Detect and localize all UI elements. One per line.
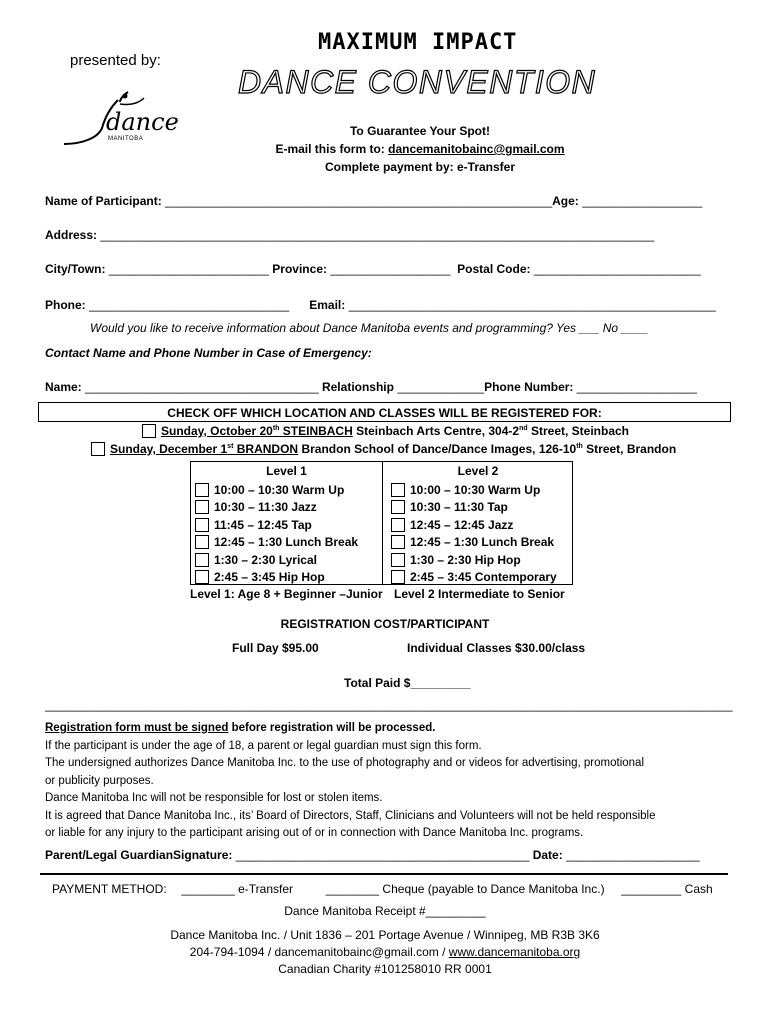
email-prefix: E-mail this form to:: [275, 142, 385, 156]
classes-table: [190, 461, 573, 585]
age-field[interactable]: __________________: [582, 194, 703, 208]
age-label: Age:: [552, 194, 579, 208]
phone-field[interactable]: ______________________________: [89, 298, 290, 312]
signature-requirement: Registration form must be signed before registration will be processed.: [45, 722, 436, 734]
email-line: [170, 142, 670, 156]
brandon-date: Sunday, December 1st BRANDON: [110, 442, 299, 456]
dance-manitoba-logo: [62, 88, 182, 148]
level1-class-option[interactable]: [195, 569, 358, 586]
emergency-name-field[interactable]: ___________________________________: [85, 380, 319, 394]
level2-class-option[interactable]: [391, 569, 557, 586]
level2-class-option[interactable]: [391, 499, 557, 516]
level2-class-option[interactable]: [391, 534, 557, 551]
receipt-number: Dance Manitoba Receipt #_________: [284, 904, 486, 918]
city-field[interactable]: ________________________: [108, 262, 269, 276]
province-field[interactable]: __________________: [330, 262, 451, 276]
level1-class-list: [195, 482, 358, 586]
payment-line: Complete payment by: e-Transfer: [324, 160, 516, 174]
level2-class-option[interactable]: [391, 517, 557, 534]
photo-consent-1: The undersigned authorizes Dance Manitoba Inc. to the use of photography and or videos for advertising, promotional: [45, 757, 645, 769]
name-field[interactable]: __________________________________________________________: [165, 194, 553, 208]
footer-phone-email: 204-794-1094 / dancemanitobainc@gmail.com /: [189, 945, 449, 959]
date-field[interactable]: ____________________: [566, 848, 700, 862]
level2-class-checkbox[interactable]: [391, 518, 405, 532]
individual-price: Individual Classes $30.00/class: [407, 641, 586, 655]
level1-class-option[interactable]: [195, 534, 358, 551]
level1-class-option[interactable]: [195, 499, 358, 516]
steinbach-option[interactable]: [142, 424, 629, 438]
name-label: Name of Participant:: [45, 194, 162, 208]
payment-divider: [40, 873, 728, 875]
location-heading-box: CHECK OFF WHICH LOCATION AND CLASSES WILL BE REGISTERED FOR:: [38, 402, 731, 422]
level2-class-option[interactable]: [391, 482, 557, 499]
website-link[interactable]: www.dancemanitoba.org: [448, 945, 581, 959]
address-row: [45, 228, 654, 242]
total-paid-field[interactable]: Total Paid $_________: [344, 676, 471, 690]
steinbach-venue: Steinbach Arts Centre, 304-2nd Street, Steinbach: [356, 424, 630, 438]
liability-2: or liable for any injury to the participant arising out of or in connection with Dance Manitoba Inc. programs.: [45, 827, 584, 839]
level1-class-label: 1:30 – 2:30 Lyrical: [214, 552, 317, 567]
level2-class-checkbox[interactable]: [391, 535, 405, 549]
level2-class-label: 12:45 – 1:30 Lunch Break: [410, 535, 555, 550]
charity-number: Canadian Charity #101258010 RR 0001: [278, 962, 492, 976]
emergency-phone-label: Phone Number:: [484, 380, 574, 394]
guarantee-line: To Guarantee Your Spot!: [349, 124, 490, 138]
emergency-heading: Contact Name and Phone Number in Case of Emergency:: [45, 346, 372, 360]
table-divider: [382, 462, 383, 584]
footer-address: Dance Manitoba Inc. / Unit 1836 – 201 Portage Avenue / Winnipeg, MB R3B 3K6: [170, 928, 600, 942]
payment-method-label: PAYMENT METHOD:: [52, 882, 167, 896]
brandon-venue: Brandon School of Dance/Dance Images, 126-10th Street, Brandon: [301, 442, 677, 456]
level1-class-checkbox[interactable]: [195, 483, 209, 497]
presented-by-label: presented by:: [70, 52, 161, 69]
phone-row: [45, 298, 716, 312]
level2-class-checkbox[interactable]: [391, 553, 405, 567]
level2-class-label: 2:45 – 3:45 Contemporary: [410, 569, 557, 584]
level2-class-label: 10:30 – 11:30 Tap: [410, 500, 508, 515]
event-title-top: MAXIMUM IMPACT: [318, 30, 518, 55]
level2-class-checkbox[interactable]: [391, 570, 405, 584]
level1-class-option[interactable]: [195, 552, 358, 569]
level1-class-label: 10:30 – 11:30 Jazz: [214, 500, 317, 515]
level2-class-label: 10:00 – 10:30 Warm Up: [410, 483, 541, 497]
cost-heading: REGISTRATION COST/PARTICIPANT: [280, 617, 490, 631]
city-row: [45, 262, 701, 276]
full-day-price: Full Day $95.00: [232, 641, 319, 655]
level1-class-label: 11:45 – 12:45 Tap: [214, 517, 312, 532]
footer-contact: [85, 945, 685, 959]
emergency-row: [45, 380, 697, 394]
signature-label: Parent/Legal GuardianSignature:: [45, 848, 233, 862]
address-field[interactable]: ___________________________________________________________________________________: [100, 228, 655, 242]
email-label: Email:: [309, 298, 346, 312]
postal-field[interactable]: _________________________: [533, 262, 701, 276]
participant-name-row: [45, 194, 702, 208]
lost-items-note: Dance Manitoba Inc will not be responsible for lost or stolen items.: [45, 792, 383, 804]
info-question: Would you like to receive information about Dance Manitoba events and programming? Yes ___ No ____: [90, 321, 649, 335]
payment-row: [52, 882, 713, 896]
email-field[interactable]: _______________________________________________________: [348, 298, 716, 312]
level1-note: Level 1: Age 8 + Beginner –Junior: [190, 587, 383, 601]
cheque-option[interactable]: ________ Cheque (payable to Dance Manitoba Inc.): [325, 882, 605, 896]
level1-class-label: 10:00 – 10:30 Warm Up: [214, 483, 345, 497]
level1-class-checkbox[interactable]: [195, 518, 209, 532]
emergency-phone-field[interactable]: __________________: [576, 380, 697, 394]
level2-class-option[interactable]: [391, 552, 557, 569]
level2-class-checkbox[interactable]: [391, 500, 405, 514]
signature-field[interactable]: ____________________________________________: [235, 848, 530, 862]
contact-email-link[interactable]: dancemanitobainc@gmail.com: [388, 142, 565, 156]
level2-class-list: [391, 482, 557, 586]
brandon-option[interactable]: [91, 442, 676, 456]
level2-class-checkbox[interactable]: [391, 483, 405, 497]
date-label: Date:: [532, 848, 563, 862]
legal-guardian-note: If the participant is under the age of 18, a parent or legal guardian must sign this form.: [45, 739, 482, 752]
phone-label: Phone:: [45, 298, 86, 312]
city-label: City/Town:: [45, 262, 106, 276]
province-label: Province:: [272, 262, 327, 276]
signature-row: [45, 848, 700, 862]
address-label: Address:: [45, 228, 98, 242]
liability-1: It is agreed that Dance Manitoba Inc., its’ Board of Directors, Staff, Clinicians and Volunteers will not be held responsible: [45, 809, 656, 822]
level2-title: Level 2: [457, 464, 499, 478]
logo-subtext: MANITOBA: [108, 136, 144, 142]
level1-class-checkbox[interactable]: [195, 500, 209, 514]
level1-class-option[interactable]: [195, 517, 358, 534]
emergency-name-label: Name:: [45, 380, 82, 394]
cash-option[interactable]: _________ Cash: [621, 882, 713, 896]
postal-label: Postal Code:: [457, 262, 531, 276]
level1-class-checkbox[interactable]: [195, 535, 209, 549]
etransfer-option[interactable]: ________ e-Transfer: [181, 882, 294, 896]
level2-note: Level 2 Intermediate to Senior: [394, 587, 565, 601]
event-title-main: DANCE CONVENTION: [238, 64, 597, 100]
level1-class-label: 12:45 – 1:30 Lunch Break: [214, 535, 359, 550]
level1-class-checkbox[interactable]: [195, 570, 209, 584]
level2-class-label: 1:30 – 2:30 Hip Hop: [410, 552, 521, 567]
level1-title: Level 1: [266, 464, 307, 478]
photo-consent-2: or publicity purposes.: [45, 774, 154, 787]
steinbach-date: Sunday, October 20th STEINBACH: [161, 424, 353, 438]
legal-section: [45, 720, 745, 843]
level1-class-checkbox[interactable]: [195, 553, 209, 567]
section-divider: _______________________________________________________________________________________________________: [45, 698, 733, 712]
brandon-checkbox[interactable]: [91, 442, 105, 456]
relationship-label: Relationship: [321, 380, 394, 394]
level1-class-option[interactable]: [195, 482, 358, 499]
steinbach-checkbox[interactable]: [142, 424, 156, 438]
level1-class-label: 2:45 – 3:45 Hip Hop: [214, 569, 325, 584]
level2-class-label: 12:45 – 12:45 Jazz: [410, 517, 514, 532]
logo-text: dance: [106, 108, 179, 136]
relationship-field[interactable]: _____________: [397, 380, 485, 394]
